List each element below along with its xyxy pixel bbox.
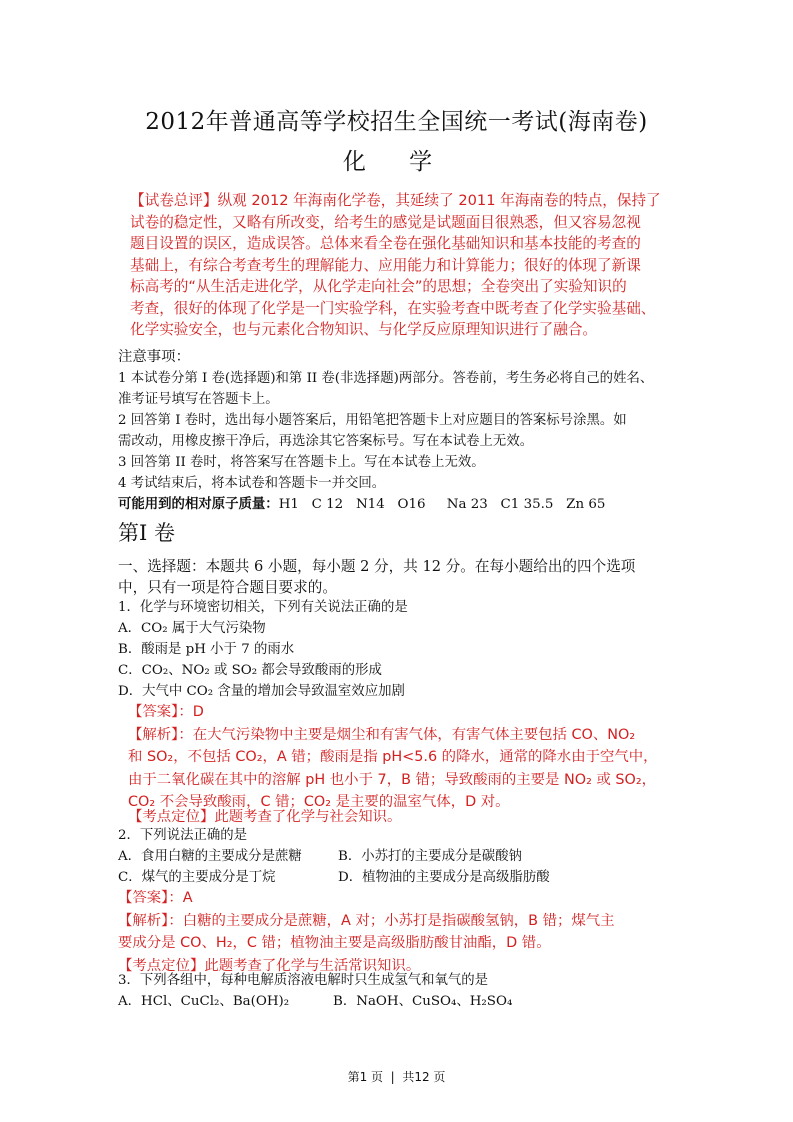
question-2 — [118, 825, 688, 888]
option-a: A．CO₂ 属于大气污染物 — [118, 621, 266, 636]
summary-line: 【试卷总评】纵观 2012 年海南化学卷，其延续了 2011 年海南卷的特点，保持了 — [130, 192, 661, 209]
summary-line: 试卷的稳定性，又略有所改变，给考生的感觉是试题面目很熟悉，但又容易忽视 — [130, 213, 641, 231]
option-b: B．酸雨是 pH 小于 7 的雨水 — [118, 642, 295, 657]
page-subtitle: 化 学 — [342, 149, 451, 175]
atomic-mass-line — [118, 494, 688, 515]
summary-line: 标高考的“从生活走进化学，从化学走向社会”的思想；全卷突出了实验知识的 — [130, 278, 627, 295]
notice-line: 3 回答第 II 卷时，将答案写在答题卡上。写在本试卷上无效。 — [118, 455, 485, 470]
option-d: D．植物油的主要成分是高级脂肪酸 — [338, 870, 550, 885]
option-c: C．煤气的主要成分是丁烷 — [118, 870, 276, 885]
option-b: B．NaOH、CuSO₄、H₂SO₄ — [333, 994, 513, 1009]
notice-heading: 注意事项： — [118, 349, 190, 365]
option-a: A．食用白糖的主要成分是蔗糖 — [118, 849, 302, 864]
knowledge-point: 【考点定位】此题考查了化学与生活常识知识。 — [118, 957, 421, 974]
notice-line: 2 回答第 I 卷时，选出每小题答案后，用铅笔把答题卡上对应题目的答案标号涂黑。如 — [118, 413, 627, 428]
intro-line: 一、选择题：本题共 6 小题，每小题 2 分，共 12 分。在每小题给出的四个选项 — [118, 558, 636, 575]
analysis-line: 和 SO₂，不包括 CO₂，A 错；酸雨是指 pH<5.6 的降水，通常的降水由于空气中， — [128, 749, 658, 765]
notice-line: 1 本试卷分第 I 卷(选择题)和第 II 卷(非选择题)两部分。答卷前，考生务必将自己的姓名、 — [118, 371, 654, 386]
option-c: C．CO₂、NO₂ 或 SO₂ 都会导致酸雨的形成 — [118, 663, 382, 678]
q1-solution — [128, 701, 698, 814]
knowledge-point: 【考点定位】此题考查了化学与社会知识。 — [128, 809, 402, 825]
notice-line: 4 考试结束后，将本试卷和答题卡一并交回。 — [118, 476, 386, 491]
atomic-mass-label: 可能用到的相对原子质量： — [118, 497, 279, 512]
analysis-line: 由于二氧化碳在其中的溶解 pH 也小于 7，B 错；导致酸雨的主要是 NO₂ 或 SO₂， — [128, 771, 657, 788]
page-title: 2012年普通高等学校招生全国统一考试(海南卷) — [145, 109, 648, 135]
summary-line: 考查，很好的体现了化学是一门实验学科，在实验考查中既考查了化学实验基础、 — [130, 299, 656, 317]
question-stem: 2．下列说法正确的是 — [118, 828, 248, 843]
notice-line: 准考证号填写在答题卡上。 — [118, 392, 279, 407]
question-1 — [118, 597, 688, 702]
paper-summary — [130, 190, 685, 341]
question-3 — [118, 970, 688, 1012]
summary-line: 题目设置的误区，造成误答。总体来看全卷在强化基础知识和基本技能的考查的 — [130, 235, 641, 252]
summary-line: 化学实验安全，也与元素化合物知识、与化学反应原理知识进行了融合。 — [130, 321, 598, 338]
page-footer: 第1 页 | 共12 页 — [347, 1070, 446, 1084]
analysis-line: 要成分是 CO、H₂，C 错；植物油主要是高级脂肪酸甘油酯，D 错。 — [118, 935, 551, 951]
notice-section — [118, 347, 688, 515]
question-stem: 1．化学与环境密切相关，下列有关说法正确的是 — [118, 600, 408, 615]
options-row — [118, 867, 688, 888]
q2-solution — [118, 887, 698, 977]
options-row — [118, 991, 688, 1012]
answer: 【答案】：D — [128, 704, 204, 720]
option-a: A．HCl、CuCl₂、Ba(OH)₂ — [118, 994, 290, 1009]
section-intro — [118, 556, 688, 598]
options-row — [118, 846, 688, 867]
analysis-line: CO₂ 不会导致酸雨，C 错；CO₂ 是主要的温室气体，D 对。 — [128, 794, 510, 810]
question-stem: 3．下列各组中，每种电解质溶液电解时只生成氢气和氧气的是 — [118, 973, 489, 988]
option-d: D．大气中 CO₂ 含量的增加会导致温室效应加剧 — [118, 684, 405, 699]
notice-line: 需改动，用橡皮擦干净后，再选涂其它答案标号。写在本试卷上无效。 — [118, 434, 534, 449]
analysis-line: 【解析】：在大气污染物中主要是烟尘和有害气体，有害气体主要包括 CO、NO₂ — [128, 726, 636, 743]
analysis-line: 【解析】：白糖的主要成分是蔗糖，A 对；小苏打是指碳酸氢钠，B 错；煤气主 — [118, 912, 615, 929]
atomic-mass-values: H1 C 12 N14 O16 Na 23 C1 35.5 Zn 65 — [278, 497, 606, 512]
answer: 【答案】：A — [118, 890, 193, 906]
summary-line: 基础上，有综合考查考生的理解能力、应用能力和计算能力；很好的体现了新课 — [130, 256, 641, 274]
section-title: 第I 卷 — [118, 521, 175, 545]
option-b: B．小苏打的主要成分是碳酸钠 — [338, 849, 522, 864]
intro-line: 中，只有一项是符合题目要求的。 — [118, 579, 337, 596]
